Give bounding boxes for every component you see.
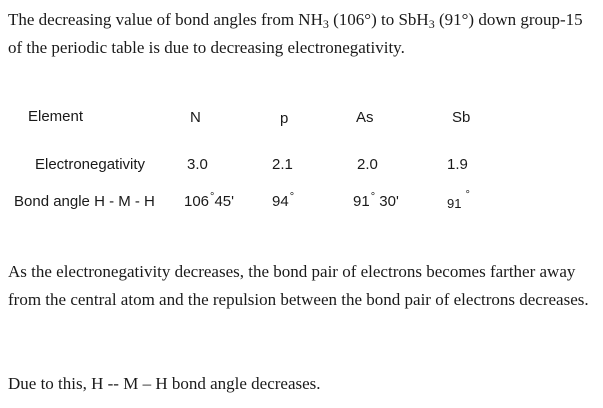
bond-angle-as-minutes: 30' bbox=[375, 193, 399, 210]
bond-angle-as bbox=[353, 193, 399, 210]
header-p: p bbox=[280, 110, 289, 127]
degree-symbol: ° bbox=[370, 191, 376, 203]
header-element: Element bbox=[28, 108, 84, 125]
bond-angle-n-minutes: 45' bbox=[214, 193, 234, 210]
electronegativity-label: Electronegativity bbox=[35, 156, 146, 173]
intro-subscript-1: 3 bbox=[322, 17, 329, 31]
electronegativity-as: 2.0 bbox=[357, 156, 378, 173]
bond-angle-p bbox=[272, 193, 294, 210]
bond-angle-label: Bond angle H - M - H bbox=[14, 193, 155, 210]
electronegativity-sb: 1.9 bbox=[447, 156, 468, 173]
intro-text-3: (91°) down group-15 of the periodic table is due to decreasing electronegativity. bbox=[8, 10, 583, 57]
intro-text-1: The decreasing value of bond angles from NH bbox=[8, 10, 323, 29]
degree-symbol: ° bbox=[289, 191, 295, 203]
header-as: As bbox=[356, 109, 374, 126]
bond-angle-sb bbox=[447, 189, 470, 211]
bond-angle-sb-value: 91 bbox=[447, 196, 462, 211]
electronegativity-n: 3.0 bbox=[187, 156, 208, 173]
intro-text-2: (106°) to SbH bbox=[328, 10, 429, 29]
bond-angle-n-value: 106 bbox=[184, 193, 210, 210]
bond-angle-n bbox=[184, 193, 234, 210]
electronegativity-p: 2.1 bbox=[272, 156, 293, 173]
bond-angle-as-value: 91 bbox=[353, 193, 370, 210]
header-n: N bbox=[190, 109, 201, 126]
intro-subscript-2: 3 bbox=[428, 17, 435, 31]
intro-paragraph bbox=[8, 6, 598, 62]
degree-symbol: ° bbox=[465, 189, 470, 201]
degree-symbol: ° bbox=[210, 191, 215, 203]
bond-angle-p-value: 94 bbox=[272, 193, 289, 210]
header-sb: Sb bbox=[452, 109, 471, 126]
explanation-paragraph: As the electronegativity decreases, the bond pair of electrons becomes farther away from the central atom and the repulsion between the bond pair of electrons decreases. bbox=[8, 262, 589, 309]
conclusion-paragraph: Due to this, H -- M – H bond angle decreases. bbox=[8, 374, 321, 393]
